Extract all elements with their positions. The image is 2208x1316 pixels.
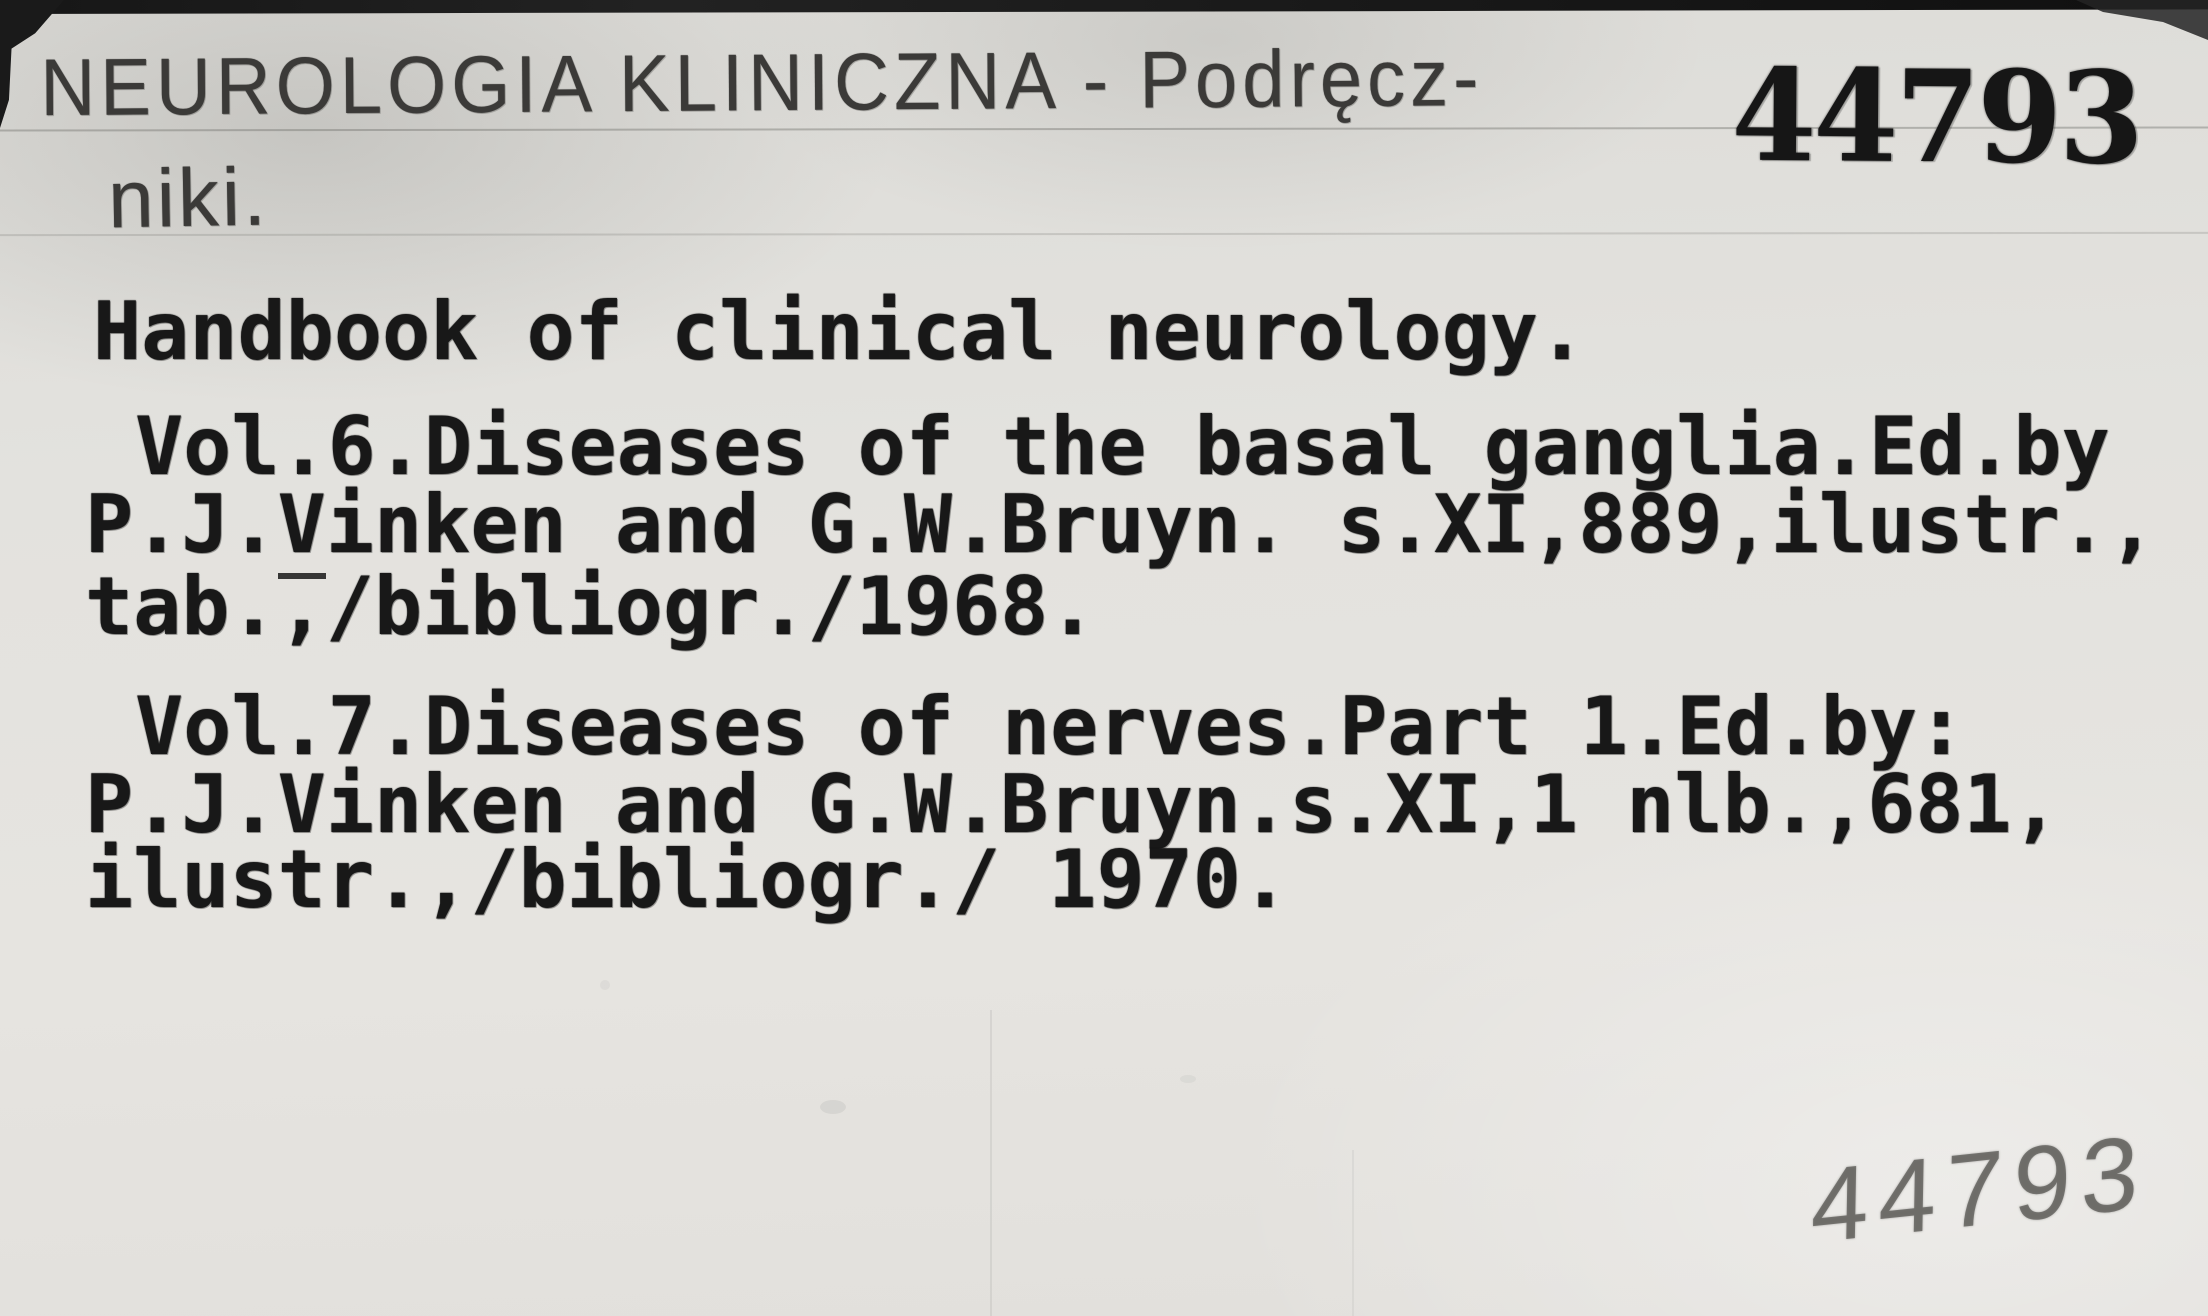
card-ruled-line-2 bbox=[0, 232, 2208, 236]
entry-vol6-line2-post: inken and G.W.Bruyn. s.XI,889,ilustr., bbox=[325, 478, 2157, 571]
paper-speckle bbox=[1180, 1075, 1196, 1083]
entry-vol7-line2: P.J.Vinken and G.W.Bruyn.s.XI,1 nlb.,681, bbox=[85, 758, 2060, 851]
entry-vol6-line2 bbox=[85, 478, 2157, 571]
card-crease-1 bbox=[990, 1010, 992, 1316]
title-line: Handbook of clinical neurology. bbox=[93, 285, 1587, 378]
scan-edge-top bbox=[0, 0, 2208, 14]
entry-vol7-line1: Vol.7.Diseases of nerves.Part 1.Ed.by: bbox=[135, 680, 1966, 773]
accession-number-stamp: 44793 bbox=[1730, 40, 2142, 193]
entry-vol6-line2-underlined-initial: V bbox=[278, 478, 326, 579]
entry-vol6-line2-pre: P.J. bbox=[85, 478, 278, 571]
entry-vol7-line3: ilustr.,/bibliogr./ 1970. bbox=[85, 833, 1290, 926]
paper-speckle bbox=[820, 1100, 846, 1114]
subject-heading-line1: NEUROLOGIA KLINICZNA - Podręcz- bbox=[40, 32, 1484, 134]
subject-heading-line2: niki. bbox=[107, 151, 270, 246]
entry-vol6-line3: tab.,/bibliogr./1968. bbox=[85, 560, 1097, 653]
pencil-accession-number: 44793 bbox=[1809, 1113, 2150, 1266]
card-crease-2 bbox=[1352, 1150, 1354, 1316]
paper-speckle bbox=[600, 980, 610, 990]
entry-vol6-line1: Vol.6.Diseases of the basal ganglia.Ed.by bbox=[135, 400, 2110, 493]
